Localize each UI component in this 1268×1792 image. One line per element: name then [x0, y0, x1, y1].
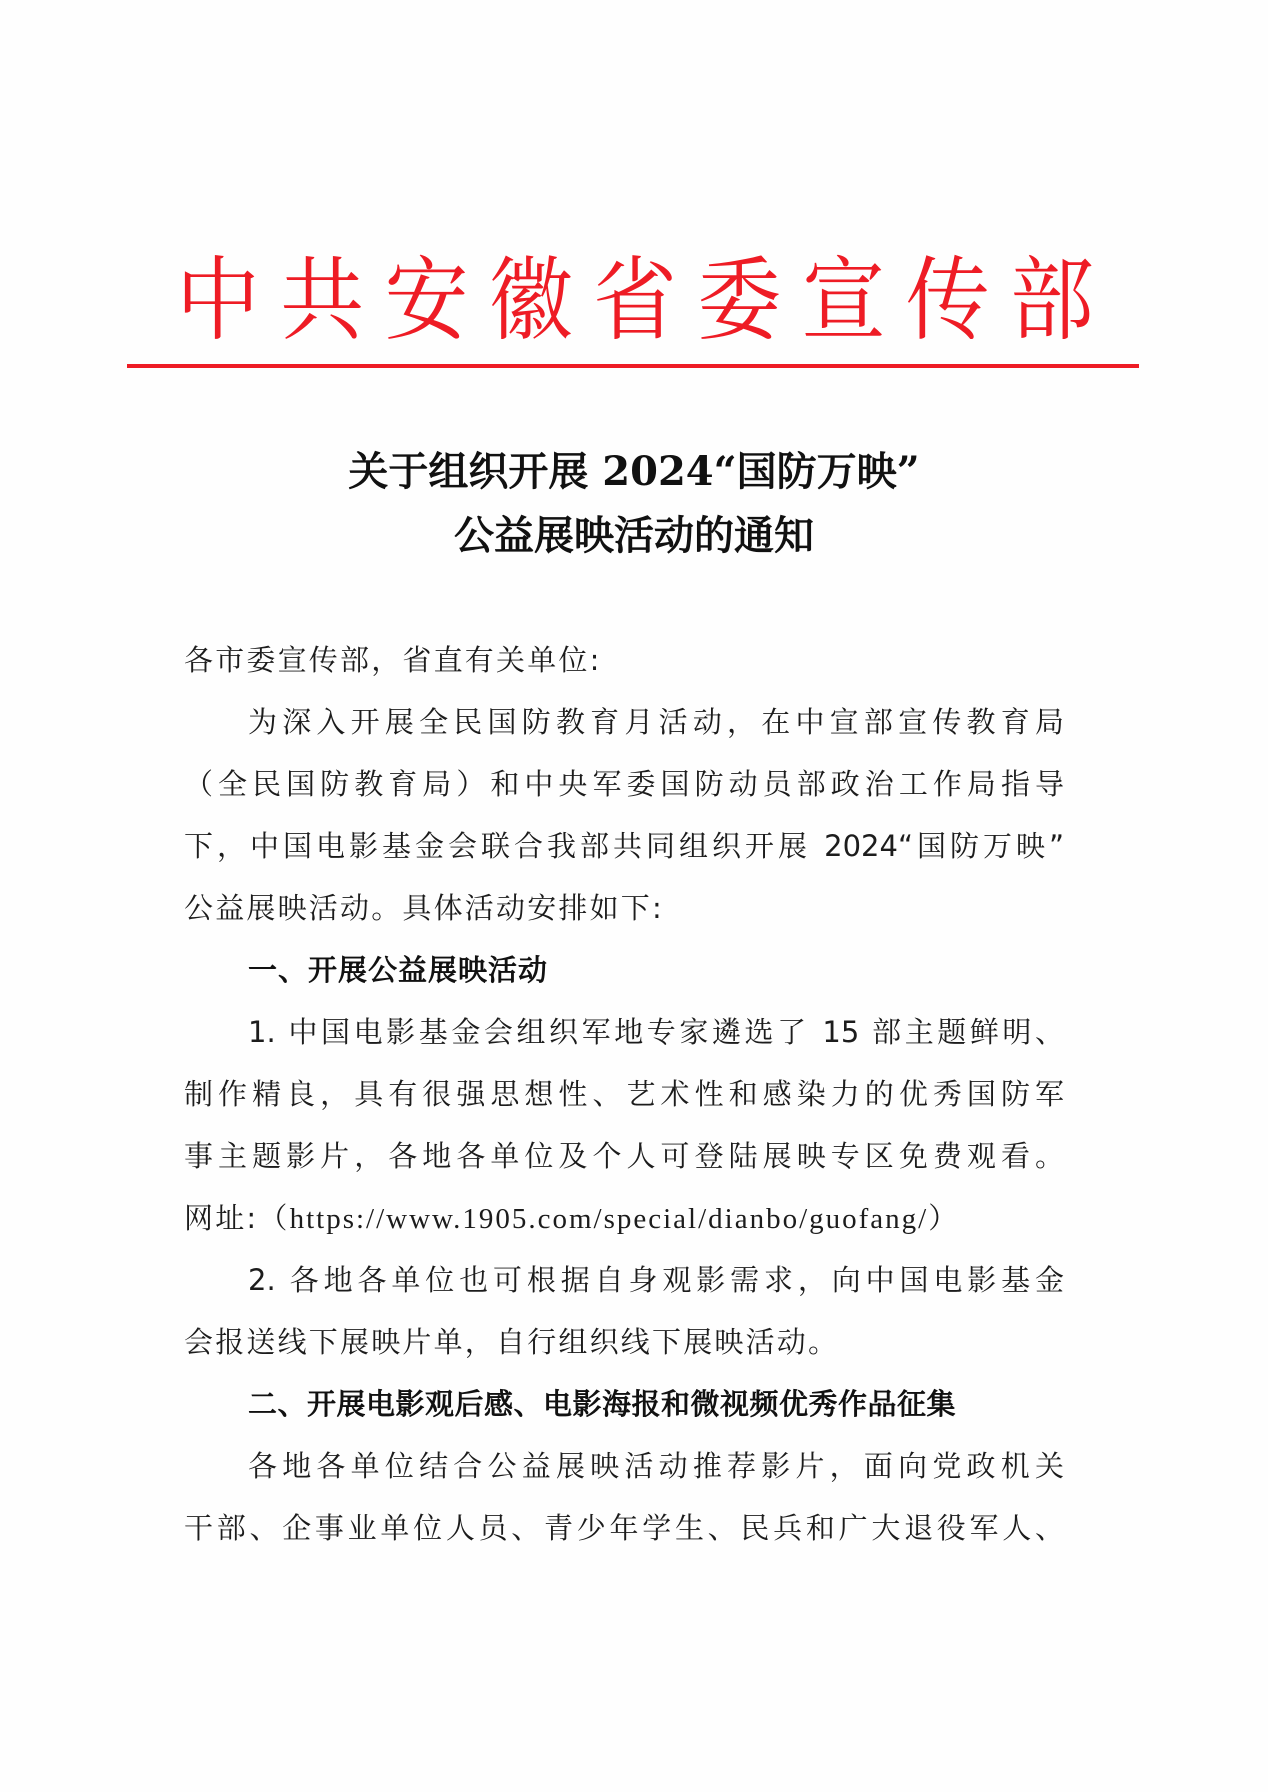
masthead-char: 部: [1009, 247, 1094, 353]
url-close-paren: ）: [928, 1201, 960, 1235]
masthead-char: 传: [905, 247, 990, 353]
masthead-char: 委: [697, 247, 782, 353]
masthead-char: 宣: [801, 247, 886, 353]
issuer-masthead: [170, 247, 1100, 353]
item-1-line: 制作精良，具有很强思想性、艺术性和感染力的优秀国防军: [184, 1077, 1064, 1111]
masthead-char: 共: [280, 247, 365, 353]
section-2-heading: 二、开展电影观后感、电影海报和微视频优秀作品征集: [248, 1387, 957, 1421]
section-1-heading: 一、开展公益展映活动: [248, 953, 549, 987]
item-2-line: 2. 各地各单位也可根据自身观影需求，向中国电影基金: [248, 1263, 1064, 1297]
section-2-line: 各地各单位结合公益展映活动推荐影片，面向党政机关: [248, 1449, 1064, 1483]
url-label: 网址:（: [184, 1201, 290, 1235]
masthead-char: 省: [592, 247, 677, 353]
document-title-line-1: 关于组织开展 2024“国防万映”: [348, 448, 920, 495]
item-2-line: 会报送线下展映片单，自行组织线下展映活动。: [184, 1325, 840, 1359]
item-1-line: 1. 中国电影基金会组织军地专家遴选了 15 部主题鲜明、: [248, 1015, 1064, 1049]
intro-paragraph-line: 为深入开展全民国防教育月活动，在中宣部宣传教育局: [248, 705, 1064, 739]
activity-url-link[interactable]: https://www.1905.com/special/dianbo/guofang/: [289, 1203, 929, 1235]
document-title-line-2: 公益展映活动的通知: [454, 512, 814, 559]
salutation: 各市委宣传部，省直有关单位:: [184, 643, 602, 677]
masthead-char: 徽: [488, 247, 573, 353]
masthead-char: 安: [384, 247, 469, 353]
section-2-line: 干部、企事业单位人员、青少年学生、民兵和广大退役军人、: [184, 1511, 1064, 1545]
intro-paragraph-line: 公益展映活动。具体活动安排如下:: [184, 891, 664, 925]
intro-paragraph-line: （全民国防教育局）和中央军委国防动员部政治工作局指导: [184, 767, 1064, 801]
masthead-char: 中: [175, 247, 260, 353]
item-1-line: 事主题影片，各地各单位及个人可登陆展映专区免费观看。: [184, 1139, 1064, 1173]
intro-paragraph-line: 下，中国电影基金会联合我部共同组织开展 2024“国防万映”: [184, 829, 1064, 863]
masthead-divider: [127, 364, 1139, 368]
url-line: [184, 1198, 1064, 1239]
